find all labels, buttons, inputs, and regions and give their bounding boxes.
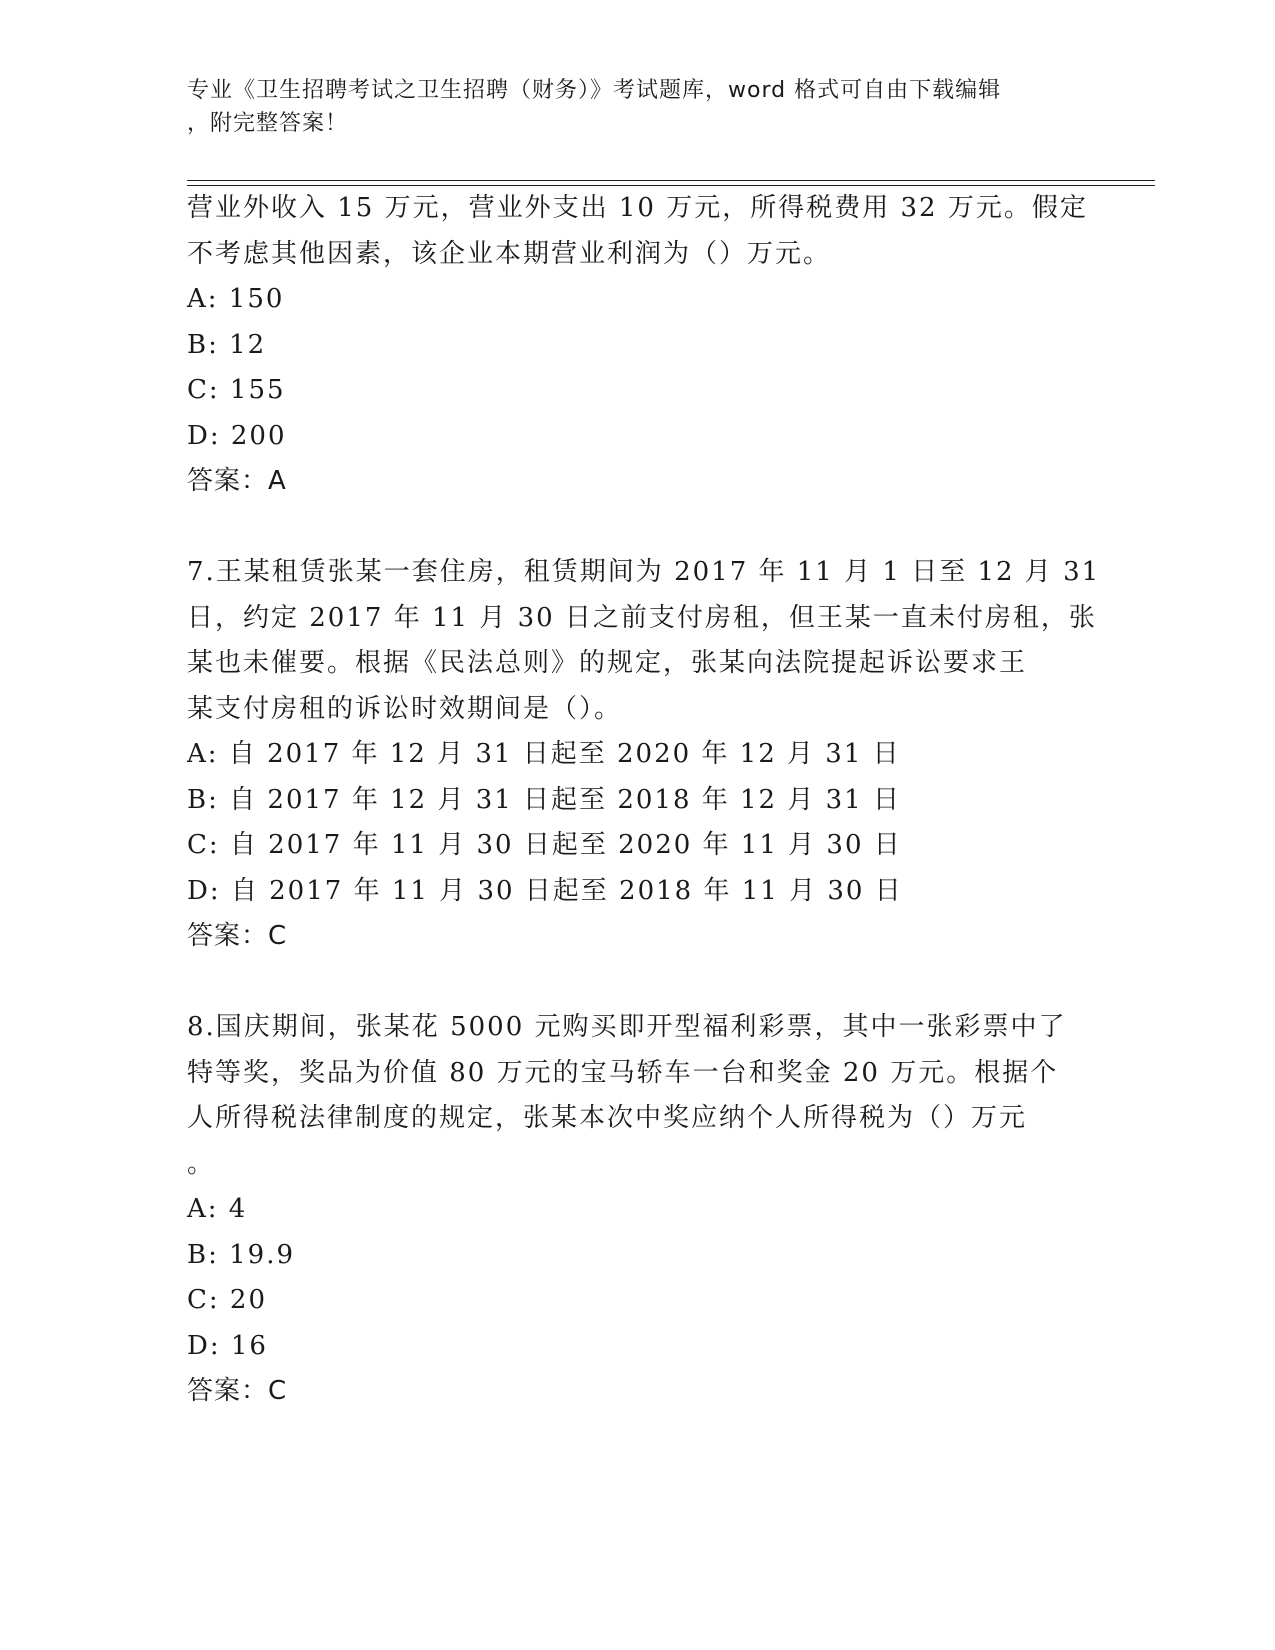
question-stem-line: 日，约定 2017 年 11 月 30 日之前支付房租，但王某一直未付房租，张: [187, 602, 1097, 633]
header-divider-top: [187, 180, 1155, 181]
header-title-line-1: 专业《卫生招聘考试之卫生招聘（财务）》考试题库，word 格式可自由下载编辑: [187, 78, 1002, 103]
answer-label: 答案：C: [187, 1376, 288, 1406]
option-d: D: 200: [187, 420, 287, 451]
option-c: C: 自 2017 年 11 月 30 日起至 2020 年 11 月 30 日: [187, 830, 902, 860]
question-6: [187, 186, 1087, 505]
option-a: A: 4: [187, 1194, 248, 1224]
option-a: A: 自 2017 年 12 月 31 日起至 2020 年 12 月 31 日: [187, 739, 901, 769]
question-stem-line: 某支付房租的诉讼时效期间是（）。: [187, 693, 623, 724]
option-d: D: 自 2017 年 11 月 30 日起至 2018 年 11 月 30 日: [187, 875, 903, 906]
option-c: C: 20: [187, 1285, 268, 1315]
answer-label: 答案：A: [187, 466, 287, 496]
option-a: A: 150: [187, 284, 285, 314]
option-b: B: 自 2017 年 12 月 31 日起至 2018 年 12 月 31 日: [187, 784, 901, 815]
document-header: [187, 74, 1067, 140]
option-d: D: 16: [187, 1330, 268, 1361]
option-b: B: 19.9: [187, 1239, 296, 1270]
question-stem-line: 不考虑其他因素，该企业本期营业利润为（）万元。: [187, 238, 832, 269]
option-b: B: 12: [187, 329, 267, 360]
question-list: [187, 186, 1101, 1415]
answer-label: 答案：C: [187, 921, 288, 951]
question-stem-line: 8.国庆期间，张某花 5000 元购买即开型福利彩票，其中一张彩票中了: [187, 1012, 1067, 1042]
option-c: C: 155: [187, 375, 286, 405]
spacer: [187, 960, 1087, 1006]
question-stem-line: 7.王某租赁张某一套住房，租赁期间为 2017 年 11 月 1 日至 12 月 31: [187, 557, 1101, 587]
question-stem-line: 某也未催要。根据《民法总则》的规定，张某向法院提起诉讼要求王: [187, 648, 1028, 678]
question-stem-line: 营业外收入 15 万元，营业外支出 10 万元，所得税费用 32 万元。假定: [187, 193, 1088, 223]
question-7: [187, 550, 1101, 960]
question-stem-line: 。: [187, 1148, 216, 1179]
question-stem-line: 特等奖，奖品为价值 80 万元的宝马轿车一台和奖金 20 万元。根据个: [187, 1057, 1059, 1088]
header-title-line-2: ，附完整答案！: [187, 111, 349, 136]
question-8: [187, 1005, 1087, 1415]
spacer: [187, 505, 1087, 551]
question-stem-line: 人所得税法律制度的规定，张某本次中奖应纳个人所得税为（）万元: [187, 1103, 1028, 1133]
